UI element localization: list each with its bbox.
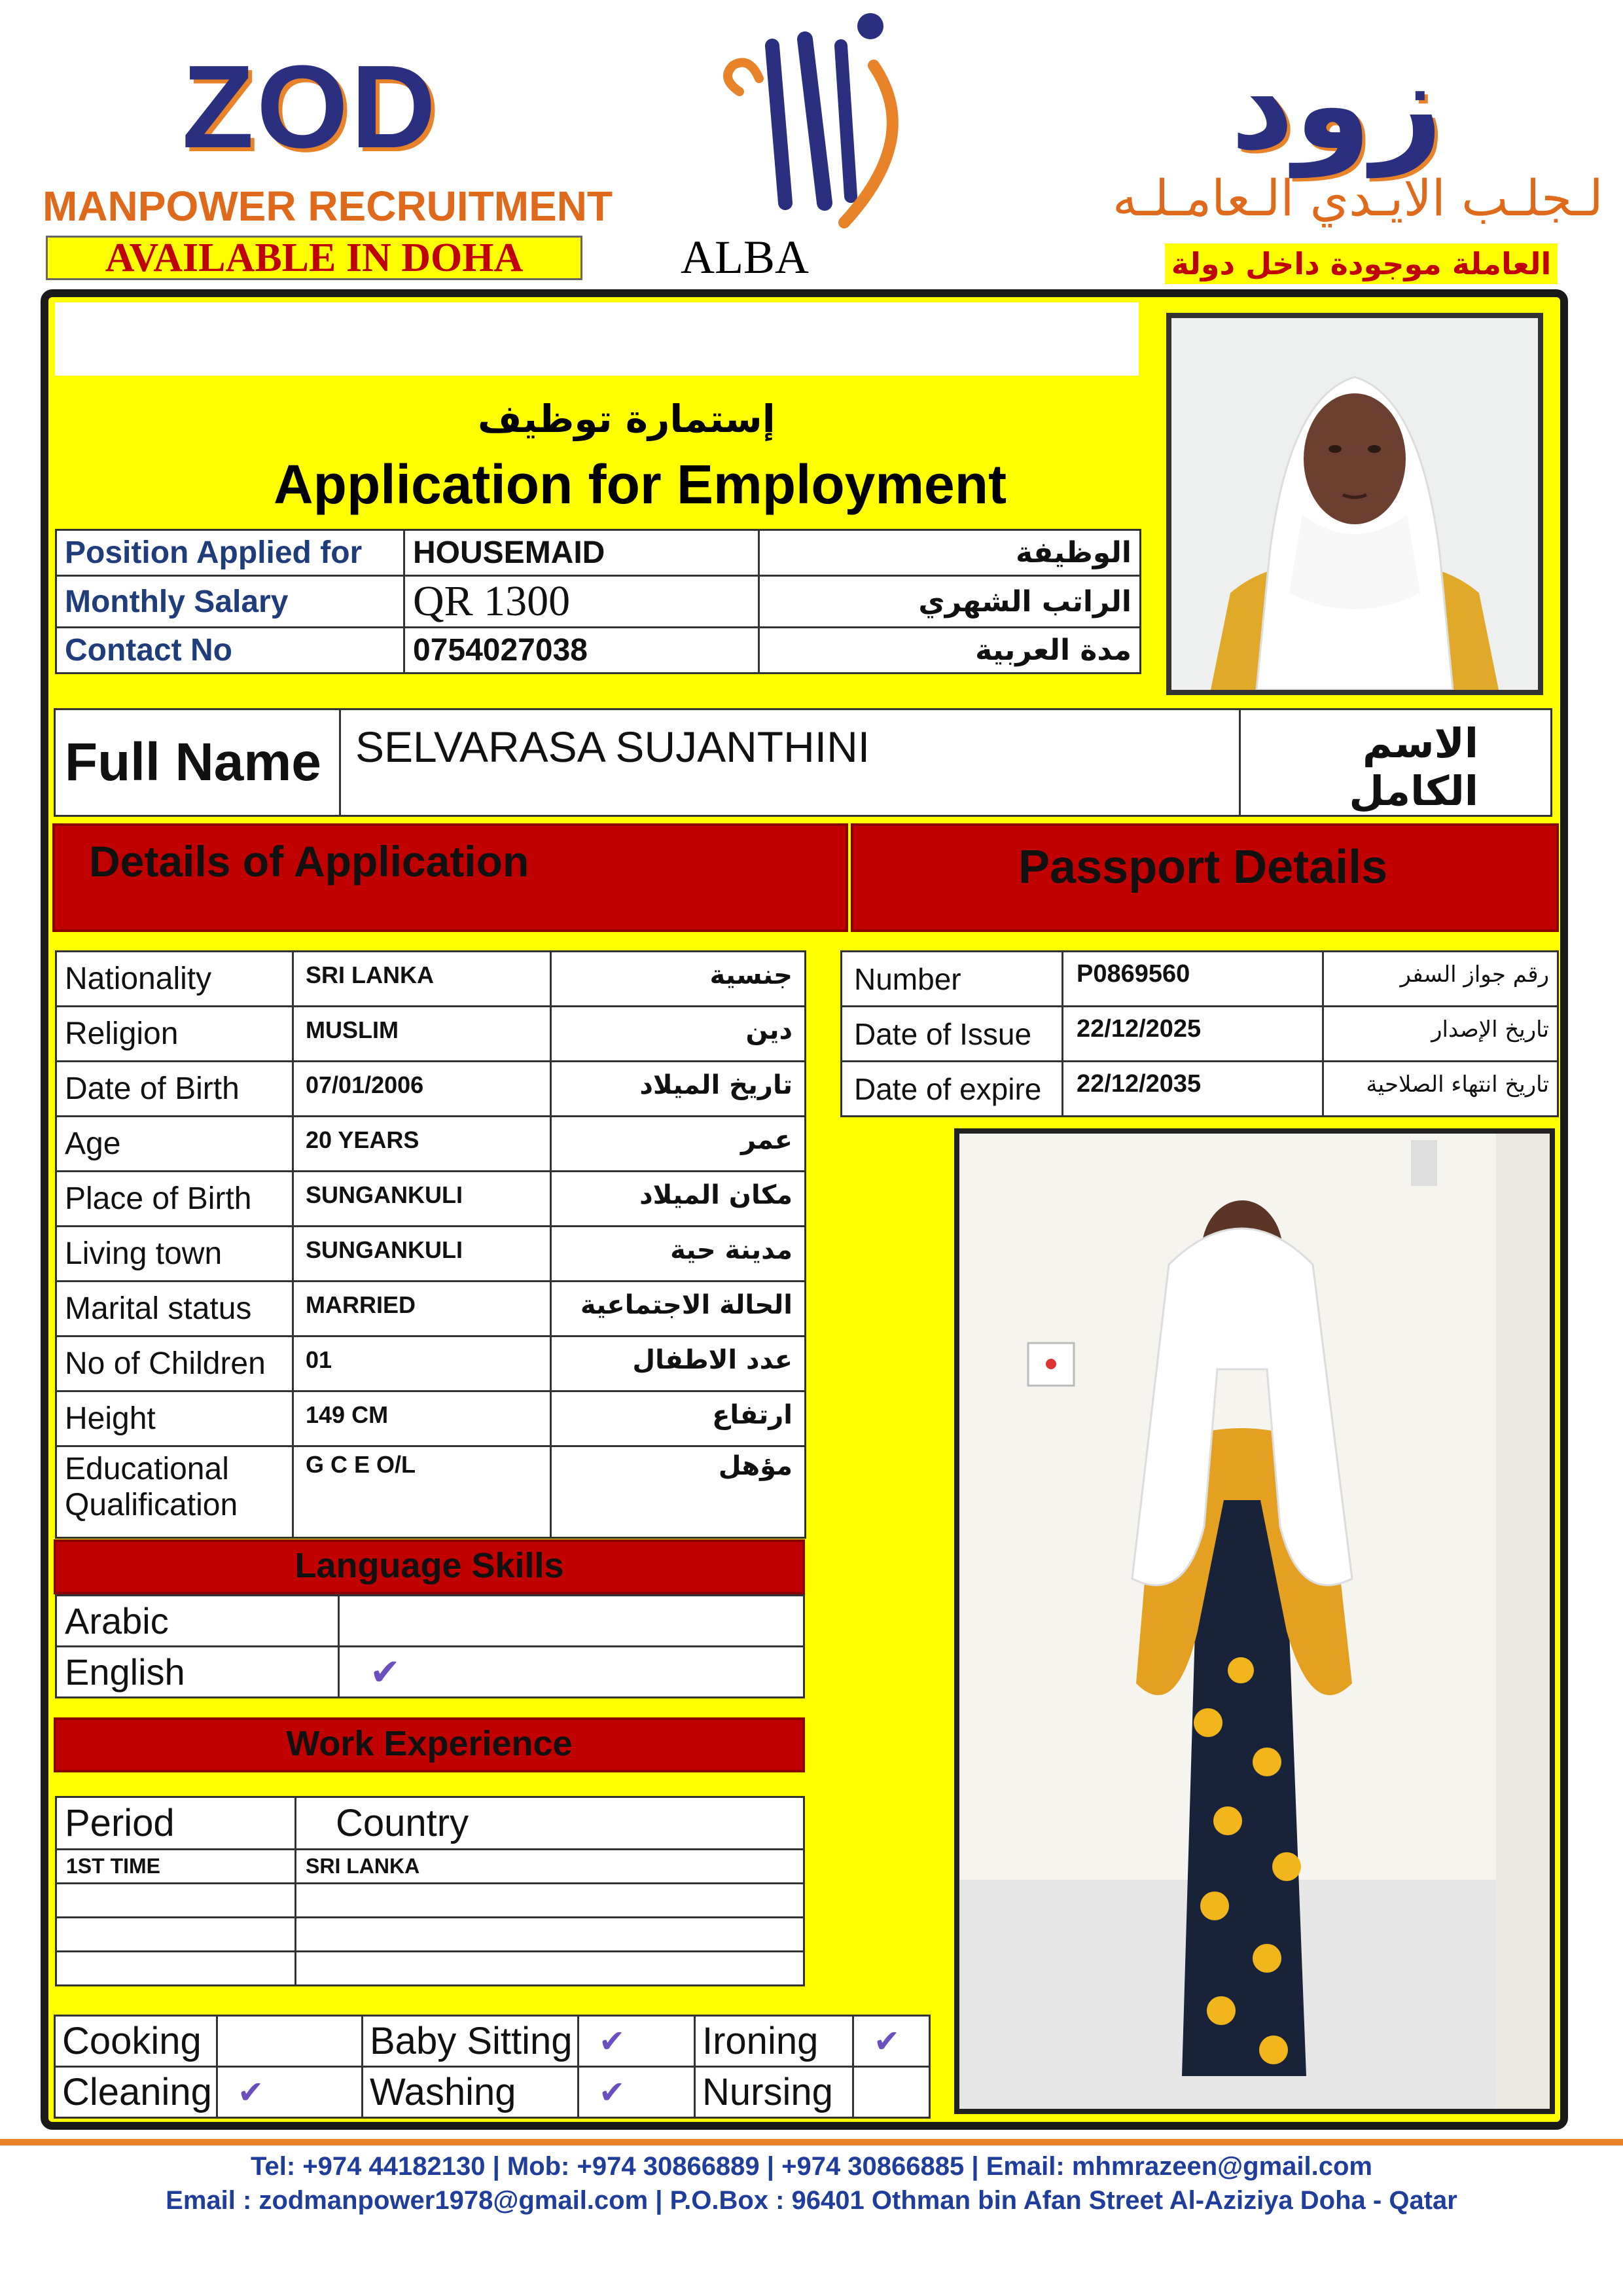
detail-label: No of Children — [56, 1336, 293, 1391]
table-row — [56, 1850, 804, 1884]
skill-name: Cleaning — [55, 2067, 217, 2118]
salary-label-ar: الراتب الشهري — [759, 576, 1141, 628]
detail-label-ar: دين — [551, 1007, 806, 1062]
detail-label-ar: مؤهل — [551, 1446, 806, 1538]
detail-label-ar: مدينة حية — [551, 1227, 806, 1282]
form-title-arabic: إستمارة توظيف — [478, 397, 776, 441]
language-table — [55, 1594, 805, 1698]
detail-value: MUSLIM — [293, 1007, 551, 1062]
table-row — [56, 1227, 806, 1282]
skill-name: Baby Sitting — [363, 2016, 579, 2067]
detail-label: Nationality — [56, 952, 293, 1007]
details-section-header — [52, 823, 848, 932]
full-name-table — [54, 708, 1552, 817]
contact-value: 0754027038 — [404, 628, 759, 673]
table-row — [56, 1446, 806, 1538]
work-period — [56, 1952, 296, 1986]
detail-label-ar: ارتفاع — [551, 1391, 806, 1446]
language-name: English — [56, 1647, 339, 1698]
passport-label: Date of expire — [842, 1062, 1063, 1117]
detail-label-ar: الحالة الاجتماعية — [551, 1282, 806, 1336]
detail-label-ar: تاريخ الميلاد — [551, 1062, 806, 1117]
work-table — [55, 1796, 805, 1986]
work-experience-header: Work Experience — [54, 1717, 805, 1772]
skill-name: Cooking — [55, 2016, 217, 2067]
passport-label-ar: تاريخ الإصدار — [1323, 1007, 1558, 1062]
position-label-ar: الوظيفة — [759, 530, 1141, 576]
passport-table — [840, 950, 1559, 1117]
check-icon: ✔ — [579, 2067, 695, 2118]
passport-label: Date of Issue — [842, 1007, 1063, 1062]
detail-label: Educational Qualification — [56, 1446, 293, 1538]
table-row — [56, 1172, 806, 1227]
skill-name: Nursing — [695, 2067, 853, 2118]
work-period — [56, 1884, 296, 1918]
passport-section-header — [851, 823, 1559, 932]
alba-logo-word: ALBA — [681, 231, 809, 283]
table-row — [842, 952, 1558, 1007]
check-icon — [339, 1596, 804, 1647]
work-country — [296, 1884, 804, 1918]
detail-label: Religion — [56, 1007, 293, 1062]
detail-label: Height — [56, 1391, 293, 1446]
check-icon — [217, 2016, 363, 2067]
table-row — [842, 1062, 1558, 1117]
top-blank-box — [55, 302, 1139, 376]
table-row — [56, 952, 806, 1007]
contact-label-ar: مدة العربية — [759, 628, 1141, 673]
form-title: Application for Employment — [274, 454, 1007, 515]
contact-label: Contact No — [56, 628, 404, 673]
detail-label-ar: جنسية — [551, 952, 806, 1007]
footer-address-line: Email : zodmanpower1978@gmail.com | P.O.Box : 96401 Othman bin Afan Street Al-Aziziya Doha - Qatar — [166, 2186, 1457, 2215]
full-body-photo — [954, 1128, 1555, 2114]
detail-value: MARRIED — [293, 1282, 551, 1336]
passport-label-ar: رقم جواز السفر — [1323, 952, 1558, 1007]
table-row — [56, 1918, 804, 1952]
salary-row — [56, 576, 1141, 628]
position-table — [55, 529, 1141, 674]
detail-value: SUNGANKULI — [293, 1172, 551, 1227]
passport-label: Number — [842, 952, 1063, 1007]
contact-row — [56, 628, 1141, 673]
table-row — [56, 1391, 806, 1446]
work-country: SRI LANKA — [296, 1850, 804, 1884]
arabic-available-banner: العاملة موجودة داخل دولة — [1165, 243, 1558, 284]
work-period — [56, 1918, 296, 1952]
table-row — [56, 1952, 804, 1986]
skill-name: Washing — [363, 2067, 579, 2118]
period-header: Period — [56, 1797, 296, 1850]
passport-label-ar: تاريخ انتهاء الصلاحية — [1323, 1062, 1558, 1117]
table-header-row — [56, 1797, 804, 1850]
detail-label: Place of Birth — [56, 1172, 293, 1227]
language-name: Arabic — [56, 1596, 339, 1647]
detail-label: Living town — [56, 1227, 293, 1282]
details-section-title: Details of Application — [89, 837, 529, 886]
alba-logo-icon — [713, 7, 929, 242]
work-country — [296, 1952, 804, 1986]
detail-value: SUNGANKULI — [293, 1227, 551, 1282]
work-period: 1ST TIME — [56, 1850, 296, 1884]
detail-label-ar: مكان الميلاد — [551, 1172, 806, 1227]
table-row — [56, 1884, 804, 1918]
passport-section-title: Passport Details — [1018, 841, 1388, 893]
detail-value: 07/01/2006 — [293, 1062, 551, 1117]
table-row — [842, 1007, 1558, 1062]
passport-value: P0869560 — [1063, 952, 1323, 1007]
check-icon: ✔ — [853, 2016, 930, 2067]
details-table — [55, 950, 806, 1539]
check-icon: ✔ — [339, 1647, 804, 1698]
table-row — [56, 1117, 806, 1172]
available-in-doha-banner: AVAILABLE IN DOHA — [46, 236, 582, 280]
salary-label: Monthly Salary — [56, 576, 404, 628]
table-row — [56, 1007, 806, 1062]
position-value: HOUSEMAID — [404, 530, 759, 576]
position-row — [56, 530, 1141, 576]
language-skills-header: Language Skills — [54, 1539, 805, 1594]
skills-table — [54, 2015, 931, 2119]
detail-label-ar: عمر — [551, 1117, 806, 1172]
check-icon: ✔ — [579, 2016, 695, 2067]
portrait-photo — [1166, 313, 1543, 695]
full-name-label: Full Name — [55, 709, 340, 816]
table-row — [56, 1062, 806, 1117]
zod-subtitle: MANPOWER RECRUITMENT — [43, 183, 613, 230]
detail-value: 01 — [293, 1336, 551, 1391]
zod-arabic-logo: زود — [1230, 33, 1443, 177]
table-row — [56, 1647, 804, 1698]
footer-contact-line: Tel: +974 44182130 | Mob: +974 30866889 | +974 30866885 | Email: mhmrazeen@gmail.com — [251, 2152, 1372, 2181]
detail-label: Marital status — [56, 1282, 293, 1336]
full-name-value: SELVARASA SUJANTHINI — [340, 709, 1240, 816]
detail-value: 20 YEARS — [293, 1117, 551, 1172]
detail-value: G C E O/L — [293, 1446, 551, 1538]
detail-label: Age — [56, 1117, 293, 1172]
arabic-subtitle: لـجلـب الايـدي الـعامـلـه — [1113, 169, 1603, 227]
table-row — [56, 1336, 806, 1391]
zod-logo-text: ZOD — [182, 41, 438, 173]
table-row — [55, 2067, 930, 2118]
detail-label: Date of Birth — [56, 1062, 293, 1117]
detail-label-ar: عدد الاطفال — [551, 1336, 806, 1391]
position-label: Position Applied for — [56, 530, 404, 576]
detail-value: 149 CM — [293, 1391, 551, 1446]
detail-value: SRI LANKA — [293, 952, 551, 1007]
skill-name: Ironing — [695, 2016, 853, 2067]
table-row — [56, 1596, 804, 1647]
work-country — [296, 1918, 804, 1952]
check-icon — [853, 2067, 930, 2118]
footer-divider — [0, 2139, 1623, 2145]
table-row — [55, 2016, 930, 2067]
passport-value: 22/12/2035 — [1063, 1062, 1323, 1117]
full-name-label-ar: الاسم الكامل — [1240, 709, 1552, 816]
passport-value: 22/12/2025 — [1063, 1007, 1323, 1062]
table-row — [56, 1282, 806, 1336]
salary-value: QR 1300 — [404, 576, 759, 628]
check-icon: ✔ — [217, 2067, 363, 2118]
country-header: Country — [296, 1797, 804, 1850]
